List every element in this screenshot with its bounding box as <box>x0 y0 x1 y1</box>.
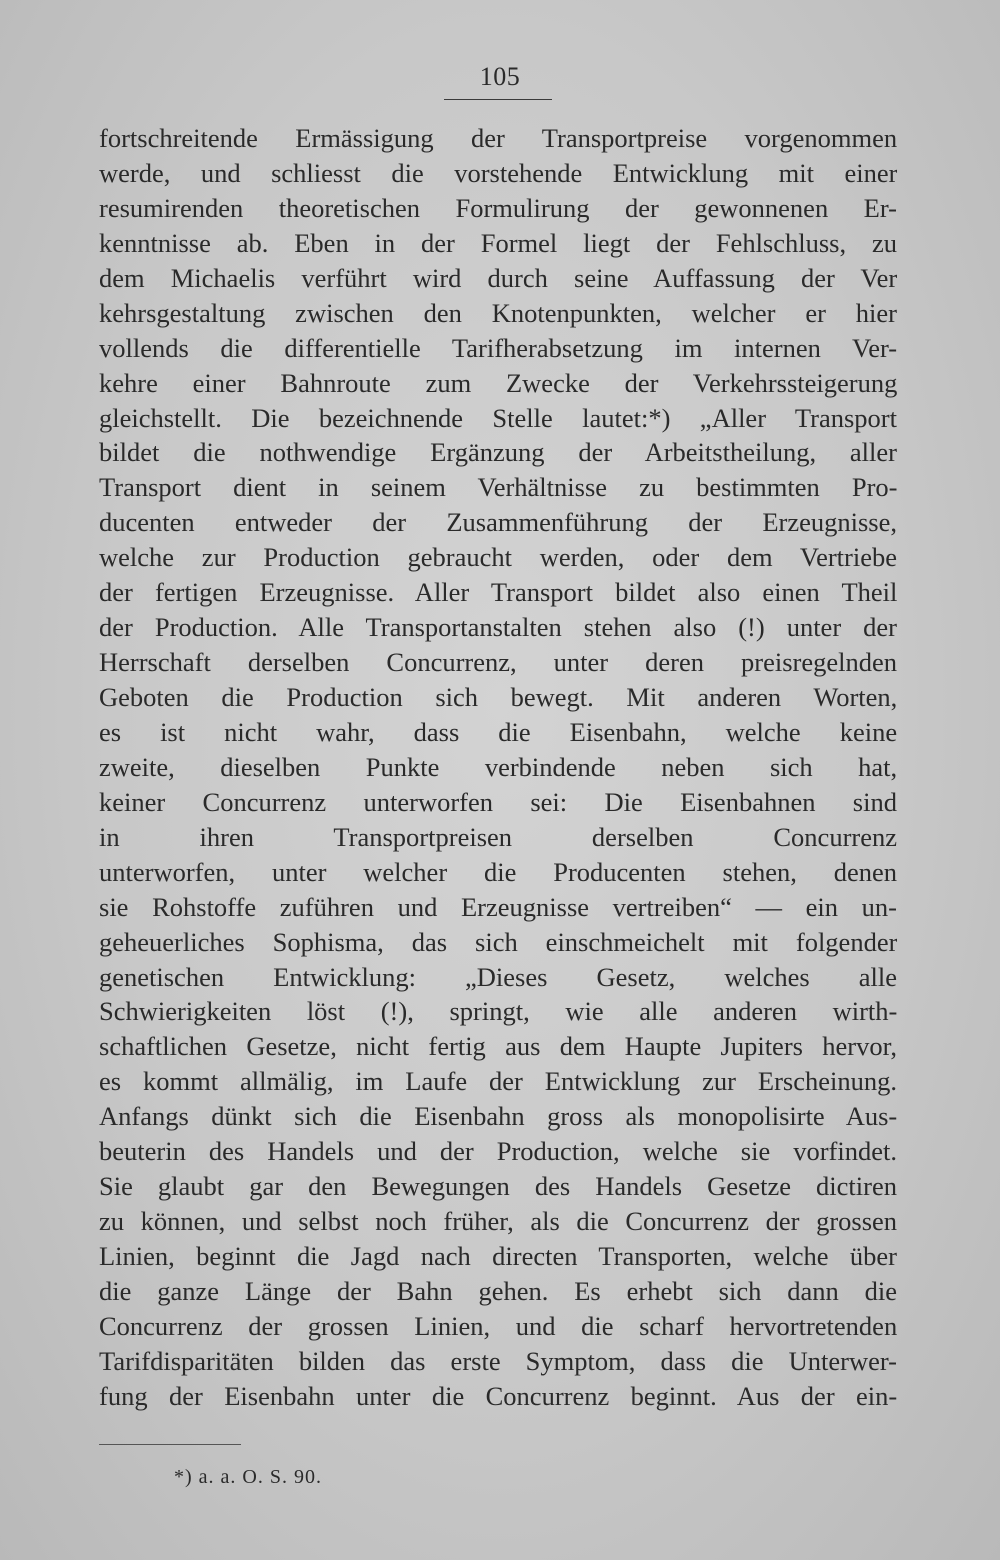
text-line: Schwierigkeiten löst (!), springt, wie alle anderen wirth- <box>99 996 897 1027</box>
text-line: welche zur Production gebraucht werden, oder dem Vertriebe <box>99 542 897 573</box>
text-line: es kommt allmälig, im Laufe der Entwicklung zur Erscheinung. <box>99 1066 897 1097</box>
text-line: genetischen Entwicklung: „Dieses Gesetz, welches alle <box>99 961 897 992</box>
text-line: es ist nicht wahr, dass die Eisenbahn, welche keine <box>99 716 897 747</box>
text-line: geheuerliches Sophisma, das sich einschmeichelt mit folgender <box>99 926 897 957</box>
text-line: fortschreitende Ermässigung der Transportpreise vorgenommen <box>99 123 897 153</box>
text-line: ducenten entweder der Zusammenführung der Erzeugnisse, <box>99 507 897 538</box>
text-line: in ihren Transportpreisen derselben Concurrenz <box>99 821 897 852</box>
text-line: kenntnisse ab. Eben in der Formel liegt der Fehlschluss, zu <box>99 227 897 258</box>
text-line: zu können, und selbst noch früher, als die Concurrenz der grossen <box>99 1206 897 1237</box>
text-line: Geboten die Production sich bewegt. Mit anderen Worten, <box>99 682 897 712</box>
text-line: Linien, beginnt die Jagd nach directen Transporten, welche über <box>99 1241 897 1271</box>
text-line: zweite, dieselben Punkte verbindende neben sich hat, <box>99 751 897 782</box>
text-line: Concurrenz der grossen Linien, und die scharf hervortretenden <box>99 1310 897 1341</box>
text-line: die ganze Länge der Bahn gehen. Es erhebt sich dann die <box>99 1275 897 1306</box>
text-line: dem Michaelis verführt wird durch seine Auffassung der Ver <box>99 262 897 293</box>
text-line: der Production. Alle Transportanstalten stehen also (!) unter der <box>99 612 897 643</box>
text-line: kehrsgestaltung zwischen den Knotenpunkten, welcher er hier <box>99 297 897 328</box>
text-line: Sie glaubt gar den Bewegungen des Handels Gesetze dictiren <box>99 1171 897 1202</box>
text-line: vollends die differentielle Tarifherabsetzung im internen Ver- <box>99 332 897 363</box>
footnote-rule <box>99 1444 241 1445</box>
text-line: bildet die nothwendige Ergänzung der Arbeitstheilung, aller <box>99 437 897 468</box>
text-line: Anfangs dünkt sich die Eisenbahn gross als monopolisirte Aus- <box>99 1101 897 1132</box>
text-line: beuterin des Handels und der Production, welche sie vorfindet. <box>99 1136 897 1167</box>
text-line: fung der Eisenbahn unter die Concurrenz beginnt. Aus der ein- <box>99 1380 897 1411</box>
text-line: unterworfen, unter welcher die Producenten stehen, denen <box>99 856 897 887</box>
body-text <box>99 121 897 1414</box>
text-line: gleichstellt. Die bezeichnende Stelle lautet:*) „Aller Transport <box>99 402 897 433</box>
text-line: der fertigen Erzeugnisse. Aller Transport bildet also einen Theil <box>99 577 897 608</box>
text-line: keiner Concurrenz unterworfen sei: Die Eisenbahnen sind <box>99 786 897 817</box>
text-line: Tarifdisparitäten bilden das erste Symptom, dass die Unterwer- <box>99 1345 897 1376</box>
header-rule <box>444 99 552 100</box>
text-line: Herrschaft derselben Concurrenz, unter deren preisregelnden <box>99 647 897 678</box>
text-line: resumirenden theoretischen Formulirung der gewonnenen Er- <box>99 192 897 223</box>
text-line: schaftlichen Gesetze, nicht fertig aus dem Haupte Jupiters hervor, <box>99 1031 897 1062</box>
text-line: kehre einer Bahnroute zum Zwecke der Verkehrssteigerung <box>99 367 897 398</box>
page-number: 105 <box>479 62 521 91</box>
text-line: Transport dient in seinem Verhältnisse zu bestimmten Pro- <box>99 472 897 503</box>
text-line: werde, und schliesst die vorstehende Entwicklung mit einer <box>99 157 897 188</box>
footnote: *) a. a. O. S. 90. <box>174 1466 322 1488</box>
text-line: sie Rohstoffe zuführen und Erzeugnisse vertreiben“ — ein un- <box>99 891 897 922</box>
